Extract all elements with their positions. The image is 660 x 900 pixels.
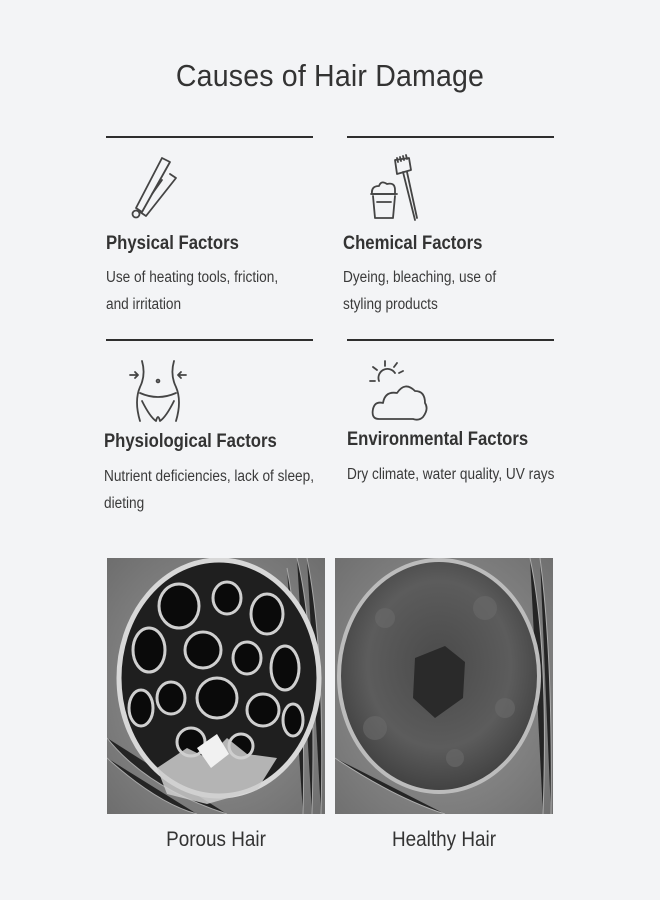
factor-chemical [343, 136, 562, 326]
factor-physiological [106, 339, 321, 529]
healthy-hair-image [335, 558, 553, 814]
healthy-hair-caption: Healthy Hair [391, 828, 496, 851]
factor-physical [106, 136, 321, 326]
factor-heading: Environmental Factors [347, 429, 529, 450]
divider [347, 339, 554, 341]
factor-heading: Physical Factors [106, 233, 239, 254]
hair-dye-bowl-brush-icon [367, 154, 427, 224]
flat-iron-icon [126, 154, 186, 224]
factor-description: Nutrient deficiencies, lack of sleep, dieting [104, 468, 315, 512]
waist-body-icon [128, 357, 188, 427]
divider [106, 339, 313, 341]
factor-description: Use of heating tools, friction, and irritation [106, 269, 279, 313]
porous-hair-caption: Porous Hair [166, 828, 266, 851]
factor-environmental [347, 339, 562, 529]
factor-heading: Chemical Factors [343, 233, 483, 254]
divider [106, 136, 313, 138]
page-title: Causes of Hair Damage [175, 58, 485, 93]
factor-heading: Physiological Factors [104, 431, 277, 452]
sun-cloud-icon [369, 357, 429, 427]
divider [347, 136, 554, 138]
factor-description: Dry climate, water quality, UV rays [347, 466, 555, 483]
porous-hair-image [107, 558, 325, 814]
factor-description: Dyeing, bleaching, use of styling products [343, 269, 497, 313]
